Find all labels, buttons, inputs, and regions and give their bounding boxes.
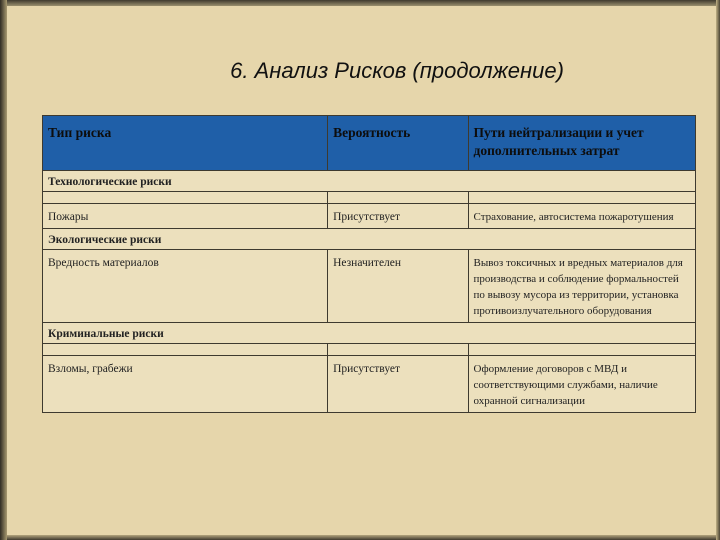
table-header-row xyxy=(43,116,696,171)
header-risk-type: Тип риска xyxy=(43,116,328,171)
cell-probability: Присутствует xyxy=(328,356,468,413)
section-label: Экологические риски xyxy=(43,229,696,250)
table-row xyxy=(43,356,696,413)
risk-table xyxy=(42,115,696,413)
cell-risk-type: Вредность материалов xyxy=(43,250,328,323)
spacer-cell xyxy=(43,344,328,356)
cell-mitigation: Оформление договоров с МВД и соответствующими службами, наличие охранной сигнализации xyxy=(468,356,695,413)
cell-risk-type: Пожары xyxy=(43,204,328,229)
cell-probability: Незначителен xyxy=(328,250,468,323)
section-row-criminal xyxy=(43,323,696,344)
table-row xyxy=(43,250,696,323)
header-probability: Вероятность xyxy=(328,116,468,171)
section-row-technological xyxy=(43,171,696,192)
cell-mitigation: Вывоз токсичных и вредных материалов для производства и соблюдение формальностей по вывозу мусора из территории, установка противоизлучательного оборудования xyxy=(468,250,695,323)
cell-probability: Присутствует xyxy=(328,204,468,229)
cell-mitigation: Страхование, автосистема пожаротушения xyxy=(468,204,695,229)
spacer-cell xyxy=(468,192,695,204)
spacer-row xyxy=(43,344,696,356)
spacer-row xyxy=(43,192,696,204)
spacer-cell xyxy=(43,192,328,204)
table-row xyxy=(43,204,696,229)
section-row-ecological xyxy=(43,229,696,250)
slide-bottom-edge xyxy=(0,535,720,540)
slide-top-edge xyxy=(0,0,720,6)
spacer-cell xyxy=(328,344,468,356)
section-label: Технологические риски xyxy=(43,171,696,192)
spacer-cell xyxy=(328,192,468,204)
slide-title: 6. Анализ Рисков (продолжение) xyxy=(230,58,564,83)
section-label: Криминальные риски xyxy=(43,323,696,344)
header-mitigation: Пути нейтрализации и учет дополнительных затрат xyxy=(468,116,695,171)
spacer-cell xyxy=(468,344,695,356)
cell-risk-type: Взломы, грабежи xyxy=(43,356,328,413)
